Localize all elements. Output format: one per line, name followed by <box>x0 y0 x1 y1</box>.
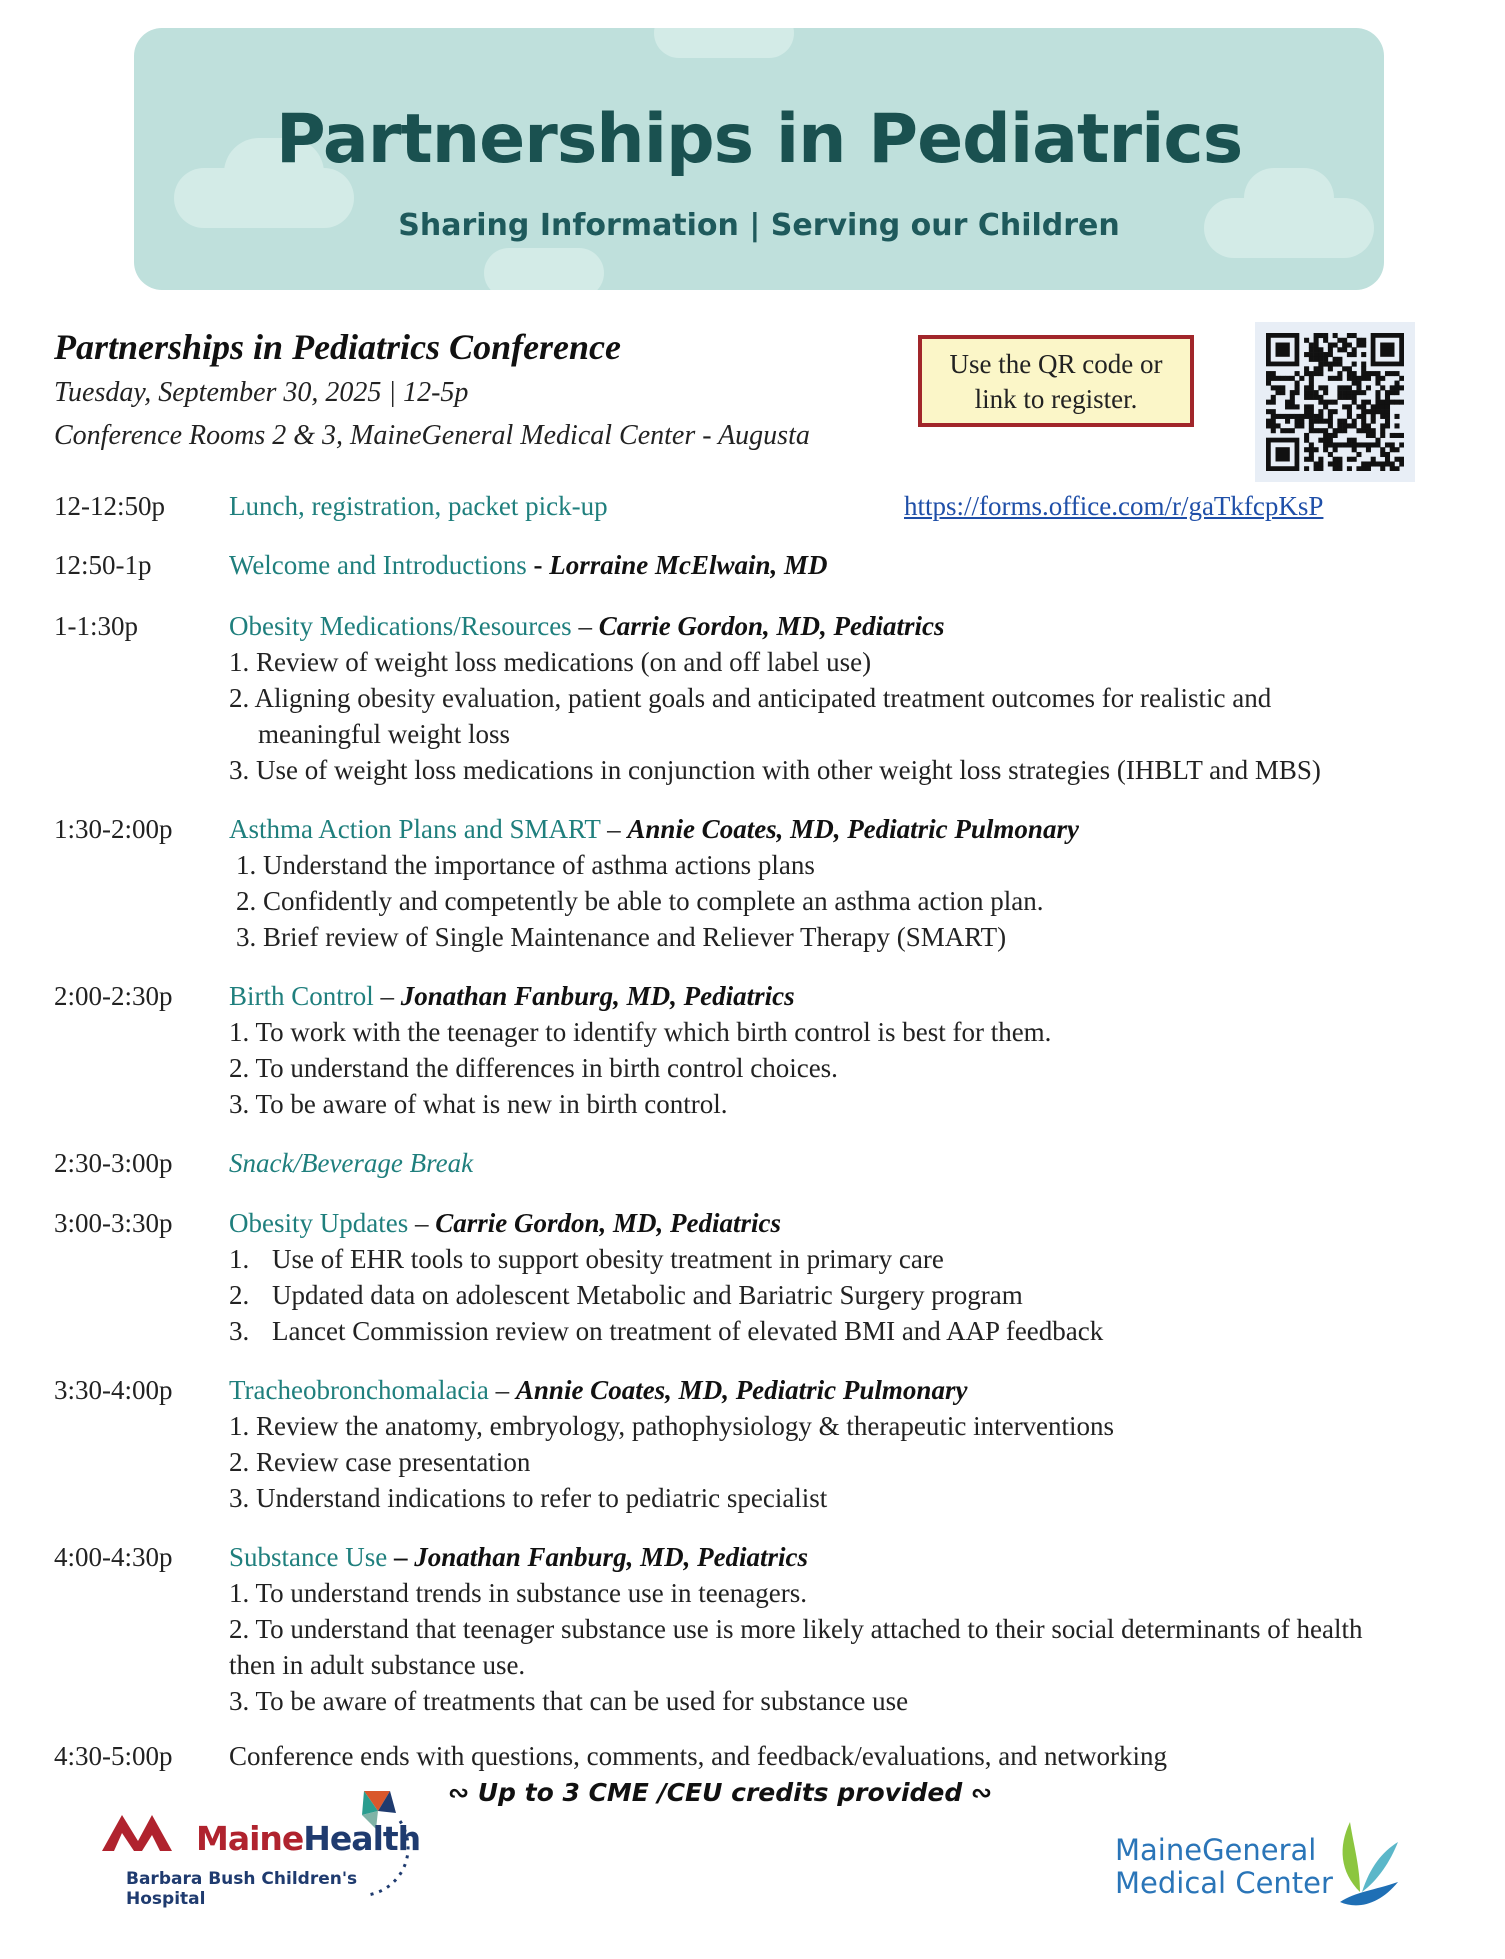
speaker: Lorraine McElwain, MD <box>549 550 828 580</box>
session-title-text: Tracheobronchomalacia <box>229 1375 489 1405</box>
objective-item: then in adult substance use. <box>229 1650 526 1680</box>
banner-subtitle: Sharing Information | Serving our Children <box>398 208 1120 243</box>
objective-item: 2. To understand that teenager substance use is more likely attached to their social determinants of health <box>229 1614 1363 1644</box>
agenda-time: 4:00-4:30p <box>54 1542 173 1572</box>
agenda-time: 4:30-5:00p <box>54 1741 173 1771</box>
separator: – <box>600 814 628 844</box>
conference-date: Tuesday, September 30, 2025 | 12-5p <box>54 377 469 408</box>
objective-item: 3. To be aware of what is new in birth control. <box>229 1089 728 1119</box>
agenda-session-title <box>229 1542 808 1573</box>
banner-title: Partnerships in Pediatrics <box>275 100 1243 179</box>
objective-item: 1. To understand trends in substance use in teenagers. <box>229 1578 807 1608</box>
conference-location: Conference Rooms 2 & 3, MaineGeneral Medical Center - Augusta <box>54 420 810 451</box>
agenda-time: 1-1:30p <box>54 611 138 641</box>
session-title-text: Welcome and Introductions <box>229 550 527 580</box>
session-title-text: Asthma Action Plans and SMART <box>229 814 601 844</box>
cme-credits-note: ∾ Up to 3 CME /CEU credits provided ∾ <box>448 1778 992 1807</box>
cloud-shape <box>484 248 604 290</box>
objective-item: 2. Confidently and competently be able to complete an asthma action plan. <box>236 886 1044 916</box>
agenda-session-title <box>229 611 944 642</box>
mainehealth-name-a: Maine <box>196 1819 304 1858</box>
agenda-time: 12:50-1p <box>54 550 152 580</box>
agenda-session-title <box>229 491 608 522</box>
objective-item: Use of EHR tools to support obesity treatment in primary care <box>272 1244 944 1274</box>
mainegeneral-name-line2: Medical Center <box>1115 1866 1333 1900</box>
agenda-time: 2:00-2:30p <box>54 981 173 1011</box>
qr-code-graphic <box>1266 333 1404 471</box>
mainehealth-logo <box>100 1785 440 1909</box>
objective-item: 3. Use of weight loss medications in conjunction with other weight loss strategies (IHBLT and MBS) <box>229 755 1321 785</box>
speaker: Jonathan Fanburg, MD, Pediatrics <box>414 1542 809 1572</box>
session-title-text: Obesity Medications/Resources <box>229 611 572 641</box>
speaker: Carrie Gordon, MD, Pediatrics <box>598 611 945 641</box>
mainehealth-name-b: Health <box>303 1819 421 1858</box>
objective-item: 1. Understand the importance of asthma actions plans <box>236 850 815 880</box>
agenda-time: 1:30-2:00p <box>54 814 173 844</box>
agenda-session-title <box>229 1375 967 1406</box>
objective-item: 1. Review the anatomy, embryology, pathophysiology & therapeutic interventions <box>229 1411 1115 1441</box>
speaker: Carrie Gordon, MD, Pediatrics <box>435 1208 781 1238</box>
objective-item: 2. To understand the differences in birth control choices. <box>229 1053 838 1083</box>
agenda-session-title <box>229 550 828 581</box>
mainegeneral-leaf-icon <box>1320 1812 1400 1912</box>
session-title-text: Substance Use <box>229 1542 388 1572</box>
separator: – <box>488 1375 516 1405</box>
mainehealth-subtitle: Barbara Bush Children's Hospital <box>126 1869 358 1909</box>
agenda-session-title <box>229 1208 781 1239</box>
objective-item: 3. To be aware of treatments that can be used for substance use <box>229 1686 909 1716</box>
conference-title: Partnerships in Pediatrics Conference <box>54 327 622 367</box>
objective-item: 3. Brief review of Single Maintenance and Reliever Therapy (SMART) <box>236 922 1007 952</box>
objective-item: 3. Understand indications to refer to pediatric specialist <box>229 1483 828 1513</box>
cloud-shape <box>654 28 794 58</box>
session-title-text: Birth Control <box>229 981 374 1011</box>
speaker: Annie Coates, MD, Pediatric Pulmonary <box>627 814 1079 844</box>
session-title-text: Snack/Beverage Break <box>229 1148 474 1178</box>
separator: - <box>526 550 550 580</box>
separator: – <box>387 1542 415 1572</box>
mainegeneral-name-line1: MaineGeneral <box>1115 1833 1317 1867</box>
agenda-session-title: Conference ends with questions, comments, and feedback/evaluations, and networking <box>229 1741 1167 1771</box>
speaker: Annie Coates, MD, Pediatric Pulmonary <box>515 1375 968 1405</box>
agenda-time: 2:30-3:00p <box>54 1148 173 1178</box>
objective-item: 2. Review case presentation <box>229 1447 531 1477</box>
register-note-line1: Use the QR code or <box>949 349 1163 379</box>
agenda-time: 3:00-3:30p <box>54 1208 173 1238</box>
objective-item: Updated data on adolescent Metabolic and Bariatric Surgery program <box>272 1280 1023 1310</box>
session-title-text: Obesity Updates <box>229 1208 409 1238</box>
agenda-time: 12-12:50p <box>54 491 165 521</box>
objective-item: Lancet Commission review on treatment of elevated BMI and AAP feedback <box>272 1316 1104 1346</box>
separator: – <box>408 1208 436 1238</box>
agenda-session-title <box>229 1148 473 1179</box>
objective-number: 3. <box>229 1316 250 1346</box>
agenda-session-title <box>229 981 795 1012</box>
objective-number: 2. <box>229 1280 250 1310</box>
register-note-box <box>918 335 1194 427</box>
objective-item: 1. To work with the teenager to identify which birth control is best for them. <box>229 1017 1052 1047</box>
mainegeneral-name <box>1115 1834 1333 1900</box>
registration-link[interactable]: https://forms.office.com/r/gaTkfcpKsP <box>904 491 1324 521</box>
banner <box>134 28 1384 290</box>
objective-item: meaningful weight loss <box>258 719 510 749</box>
session-title-text: Lunch, registration, packet pick-up <box>229 491 608 521</box>
agenda-time: 3:30-4:00p <box>54 1375 173 1405</box>
separator: – <box>373 981 401 1011</box>
mainehealth-name <box>196 1819 420 1858</box>
objective-number: 1. <box>229 1244 250 1274</box>
objective-item: 1. Review of weight loss medications (on and off label use) <box>229 647 872 677</box>
mainegeneral-logo <box>1115 1820 1405 1920</box>
qr-code-icon[interactable] <box>1255 322 1415 482</box>
objective-item: 2. Aligning obesity evaluation, patient goals and anticipated treatment outcomes for realistic and <box>229 683 1272 713</box>
separator: – <box>571 611 599 641</box>
register-note-line2: link to register. <box>974 384 1138 414</box>
agenda-session-title <box>229 814 1079 845</box>
speaker: Jonathan Fanburg, MD, Pediatrics <box>400 981 795 1011</box>
